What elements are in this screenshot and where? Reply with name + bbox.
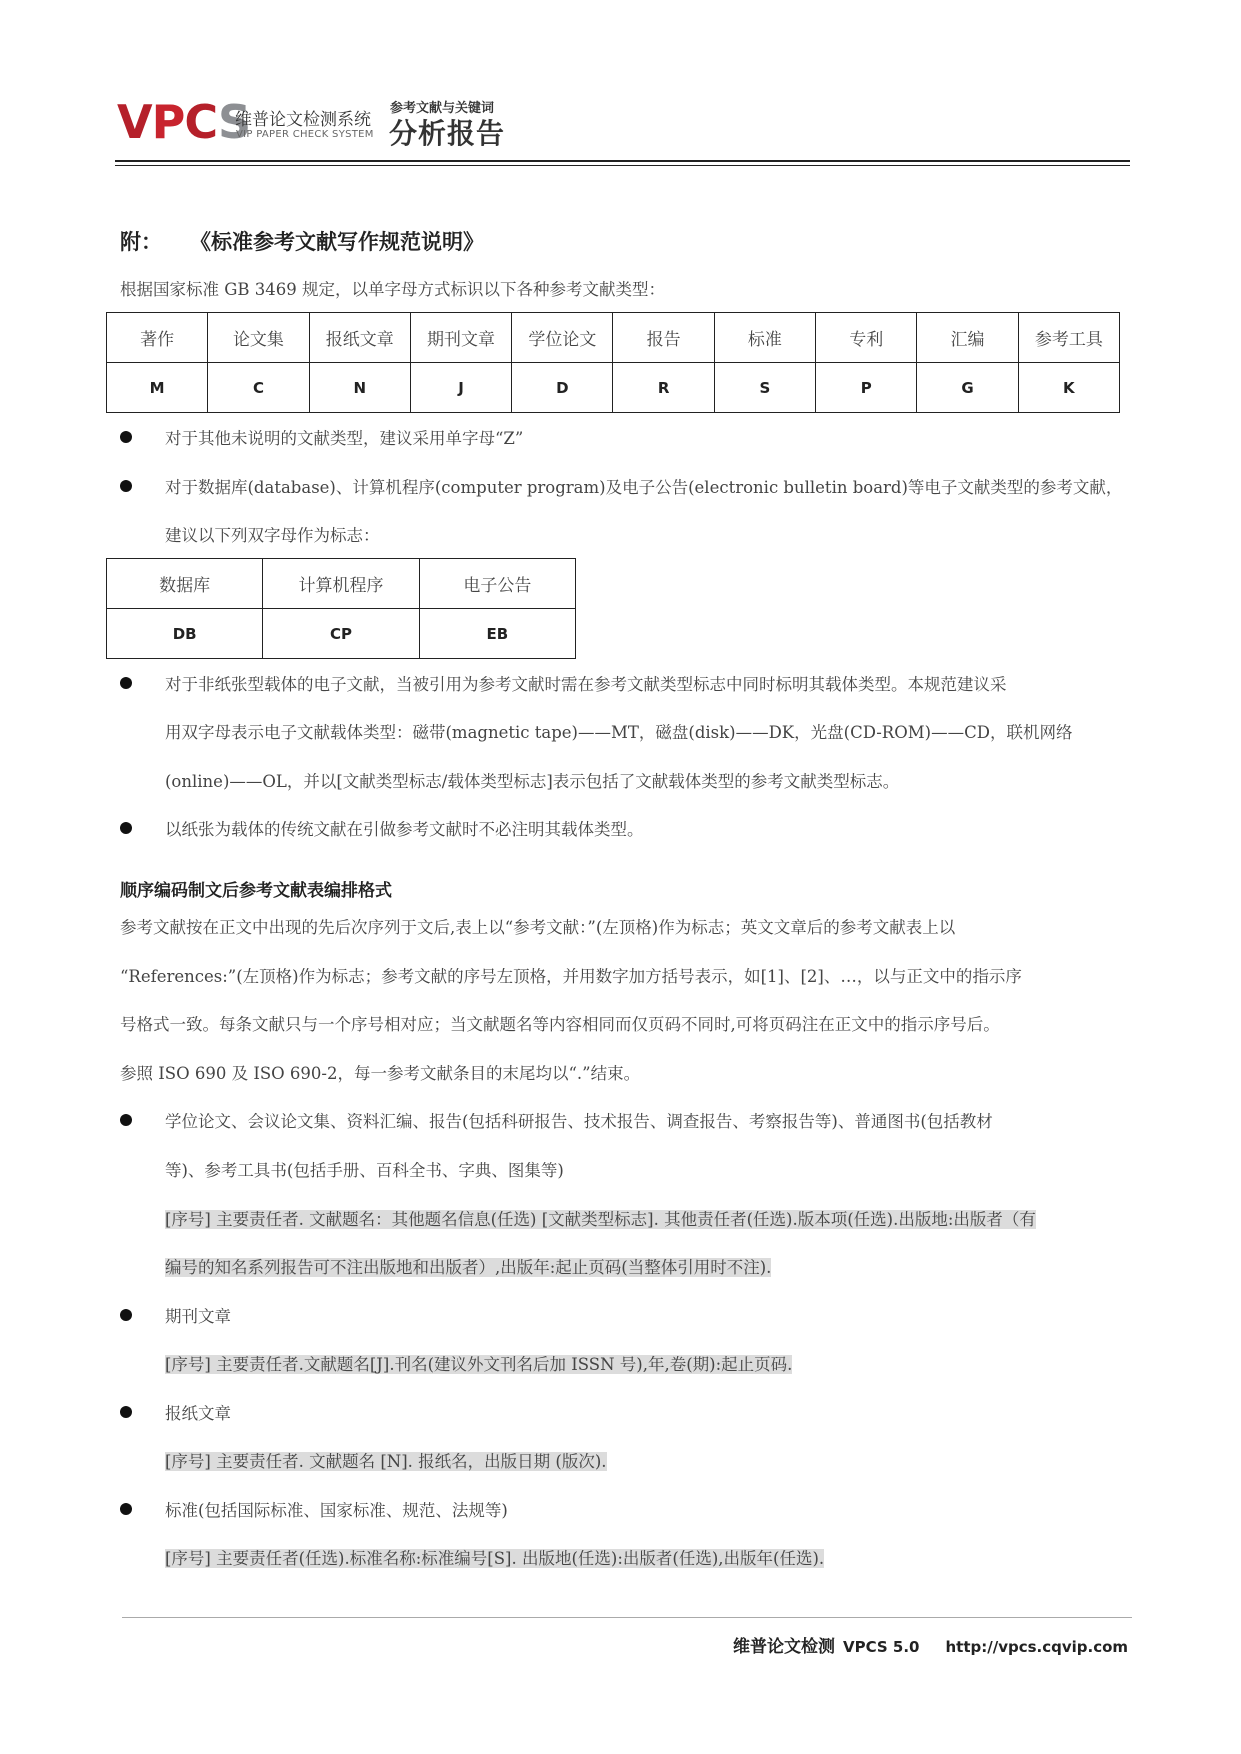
bullet-text-cont: 用双字母表示电子文献载体类型：磁带(magnetic tape)——MT，磁盘(disk)——DK，光盘(CD-ROM)——CD，联机网络 xyxy=(165,723,1073,742)
report-title: 分析报告 xyxy=(389,117,506,150)
doc-code-cell: M xyxy=(107,363,208,413)
entry-format xyxy=(165,1448,607,1472)
section-para-line: 号格式一致。每条文献只与一个序号相对应；当文献题名等内容相同而仅页码不同时,可将页码注在正文中的指示序号后。 xyxy=(120,1015,1000,1034)
entry-label: 期刊文章 xyxy=(165,1307,231,1326)
doc-type-cell: 期刊文章 xyxy=(410,313,511,363)
entry-label: 学位论文、会议论文集、资料汇编、报告(包括科研报告、技术报告、调查报告、考察报告等)、普通图书(包括教材 xyxy=(165,1112,993,1131)
intro-text: 根据国家标准 GB 3469 规定，以单字母方式标识以下各种参考文献类型： xyxy=(120,280,666,299)
section-para-line: 参照 ISO 690 及 ISO 690-2，每一参考文献条目的末尾均以“.”结束。 xyxy=(120,1064,641,1083)
doc-type-cell: 专利 xyxy=(816,313,917,363)
doc-type-cell: 参考工具 xyxy=(1018,313,1119,363)
electronic-type-header-row xyxy=(107,559,576,609)
bullet-icon xyxy=(120,1503,132,1515)
bullet-icon xyxy=(120,1309,132,1321)
doc-code-cell: D xyxy=(512,363,613,413)
doc-code-cell: R xyxy=(613,363,714,413)
doc-code-cell: K xyxy=(1018,363,1119,413)
header-rule-thick xyxy=(115,160,1130,162)
section-para-line: “References:”(左顶格)作为标志；参考文献的序号左顶格，并用数字加方括号表示，如[1]、[2]、…，以与正文中的指示序 xyxy=(120,967,1022,986)
title-prefix: 附： xyxy=(120,229,162,254)
logo-mark: VPCS xyxy=(117,95,251,149)
doc-code-cell: C xyxy=(208,363,309,413)
page-title xyxy=(120,226,484,256)
footer-rule xyxy=(122,1617,1132,1618)
bullet-icon xyxy=(120,677,132,689)
doc-code-cell: G xyxy=(917,363,1018,413)
entry-format xyxy=(165,1206,1036,1230)
doc-type-cell: 报告 xyxy=(613,313,714,363)
electronic-code-cell: CP xyxy=(263,609,419,659)
entry-format xyxy=(165,1545,824,1569)
doc-type-cell: 汇编 xyxy=(917,313,1018,363)
bullet-text: 对于非纸张型载体的电子文献，当被引用为参考文献时需在参考文献类型标志中同时标明其载体类型。本规范建议采 xyxy=(165,675,1007,694)
doc-type-header-row xyxy=(107,313,1120,363)
electronic-type-table xyxy=(106,558,576,659)
footer-version: VPCS 5.0 xyxy=(843,1638,920,1656)
title-text: 《标准参考文献写作规范说明》 xyxy=(190,229,484,254)
entry-label: 标准(包括国际标准、国家标准、规范、法规等) xyxy=(165,1501,508,1520)
electronic-code-cell: EB xyxy=(419,609,575,659)
entry-label: 报纸文章 xyxy=(165,1404,231,1423)
doc-code-cell: P xyxy=(816,363,917,413)
bullet-icon xyxy=(120,431,132,443)
section-para-line: 参考文献按在正文中出现的先后次序列于文后,表上以“参考文献：”(左顶格)作为标志；英文文章后的参考文献表上以 xyxy=(120,918,956,937)
doc-code-row xyxy=(107,363,1120,413)
bullet-text-cont: 建议以下列双字母作为标志： xyxy=(165,526,380,545)
doc-type-cell: 报纸文章 xyxy=(309,313,410,363)
report-subtitle: 参考文献与关键词 xyxy=(390,101,495,116)
electronic-type-cell: 数据库 xyxy=(107,559,263,609)
doc-code-cell: J xyxy=(410,363,511,413)
doc-type-cell: 著作 xyxy=(107,313,208,363)
bullet-icon xyxy=(120,822,132,834)
bullet-icon xyxy=(120,1114,132,1126)
doc-type-table xyxy=(106,312,1120,413)
bullet-icon xyxy=(120,480,132,492)
doc-type-cell: 论文集 xyxy=(208,313,309,363)
entry-format-highlight: [序号] 主要责任者(任选).标准名称:标准编号[S]. 出版地(任选):出版者(任选),出版年(任选). xyxy=(165,1549,825,1568)
header-rule-thin xyxy=(115,165,1130,166)
entry-format-highlight: 编号的知名系列报告可不注出版地和出版者）,出版年:起止页码(当整体引用时不注). xyxy=(165,1258,772,1277)
footer-name: 维普论文检测 xyxy=(733,1637,835,1657)
logo-en-name: VIP PAPER CHECK SYSTEM xyxy=(236,129,374,140)
bullet-text: 以纸张为载体的传统文献在引做参考文献时不必注明其载体类型。 xyxy=(165,820,644,839)
page-footer xyxy=(733,1632,1128,1657)
doc-type-cell: 学位论文 xyxy=(512,313,613,363)
footer-url[interactable]: http://vpcs.cqvip.com xyxy=(945,1638,1129,1656)
entry-format-highlight: [序号] 主要责任者.文献题名[J].刊名(建议外文刊名后加 ISSN 号),年,卷(期):起止页码. xyxy=(165,1355,793,1374)
entry-label-cont: 等)、参考工具书(包括手册、百科全书、字典、图集等) xyxy=(165,1161,564,1180)
entry-format-highlight: [序号] 主要责任者. 文献题名：其他题名信息(任选) [文献类型标志]. 其他责任者(任选).版本项(任选).出版地:出版者（有 xyxy=(165,1210,1036,1229)
entry-format xyxy=(165,1351,792,1375)
bullet-text-cont: (online)——OL，并以[文献类型标志/载体类型标志]表示包括了文献载体类型的参考文献类型标志。 xyxy=(165,772,900,791)
electronic-code-row xyxy=(107,609,576,659)
entry-format-highlight: [序号] 主要责任者. 文献题名 [N]. 报纸名，出版日期 (版次). xyxy=(165,1452,607,1471)
section-heading: 顺序编码制文后参考文献表编排格式 xyxy=(120,881,392,901)
bullet-icon xyxy=(120,1406,132,1418)
doc-type-cell: 标准 xyxy=(714,313,815,363)
doc-code-cell: S xyxy=(714,363,815,413)
logo-cn-name: 维普论文检测系统 xyxy=(235,110,371,130)
bullet-text: 对于数据库(database)、计算机程序(computer program)及电子公告(electronic bulletin board)等电子文献类型的参考文献， xyxy=(165,478,1123,497)
electronic-code-cell: DB xyxy=(107,609,263,659)
electronic-type-cell: 电子公告 xyxy=(419,559,575,609)
doc-code-cell: N xyxy=(309,363,410,413)
electronic-type-cell: 计算机程序 xyxy=(263,559,419,609)
entry-format-cont xyxy=(165,1254,771,1278)
bullet-text: 对于其他未说明的文献类型，建议采用单字母“Z” xyxy=(165,429,524,448)
